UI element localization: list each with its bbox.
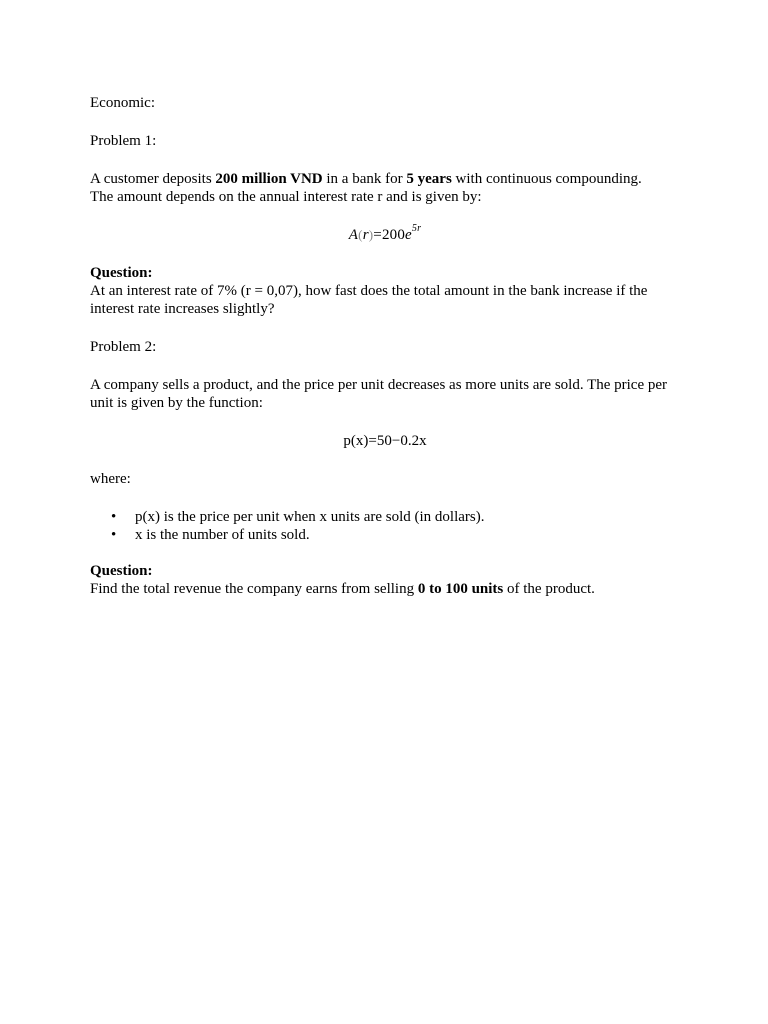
formula-base: e [405,227,412,243]
problem-1-intro [90,170,680,206]
problem-2-intro: A company sells a product, and the price per unit decreases as more units are sold. The price per unit is given by the function: [90,377,668,411]
units-range: 0 to 100 units [417,581,504,597]
bullet-icon: • [111,527,117,543]
deposit-duration: 5 years [406,171,452,187]
list-item-text: x is the number of units sold. [135,527,310,543]
problem-2-question [90,562,680,598]
question-label: Question: [90,563,153,579]
list-item [111,508,680,526]
problem-2-question-text [90,580,680,598]
problem-1-question [90,264,680,318]
problem-1-title: Problem 1: [90,133,157,149]
definitions-list [90,508,680,544]
formula-lhs-arg: r [362,227,369,243]
problem-1-formula [90,223,680,244]
problem-1-intro-text: with continuous compounding. [451,171,642,187]
price-function-formula: p(x)=50−0.2x [343,433,427,449]
formula-paren-close: ) [368,227,374,242]
section-title: Economic: [90,95,155,111]
list-item [111,526,680,544]
formula-equals: = [373,227,382,243]
formula-coef: 200 [381,227,406,243]
formula-paren-open: ( [358,227,363,242]
problem-1-intro-text: A customer deposits [90,171,216,187]
formula-exponent: 5r [411,223,422,234]
problem-2-title: Problem 2: [90,339,157,355]
problem-1-intro-text: in a bank for [322,171,407,187]
problem-2-question-pre: Find the total revenue the company earns from selling [90,581,418,597]
list-item-text: p(x) is the price per unit when x units are sold (in dollars). [135,509,485,525]
formula-lhs-var: A [348,227,359,243]
where-label: where: [90,471,131,487]
problem-2-formula [90,432,680,450]
question-label: Question: [90,265,153,281]
bullet-icon: • [111,509,117,525]
document-page [90,94,680,618]
compound-interest-formula [348,223,422,243]
problem-2-question-post: of the product. [503,581,595,597]
problem-1-intro-line2: The amount depends on the annual interest rate r and is given by: [90,189,482,205]
deposit-amount: 200 million VND [215,171,323,187]
problem-1-question-text: At an interest rate of 7% (r = 0,07), how fast does the total amount in the bank increase if the interest rate increases slightly? [90,283,648,317]
